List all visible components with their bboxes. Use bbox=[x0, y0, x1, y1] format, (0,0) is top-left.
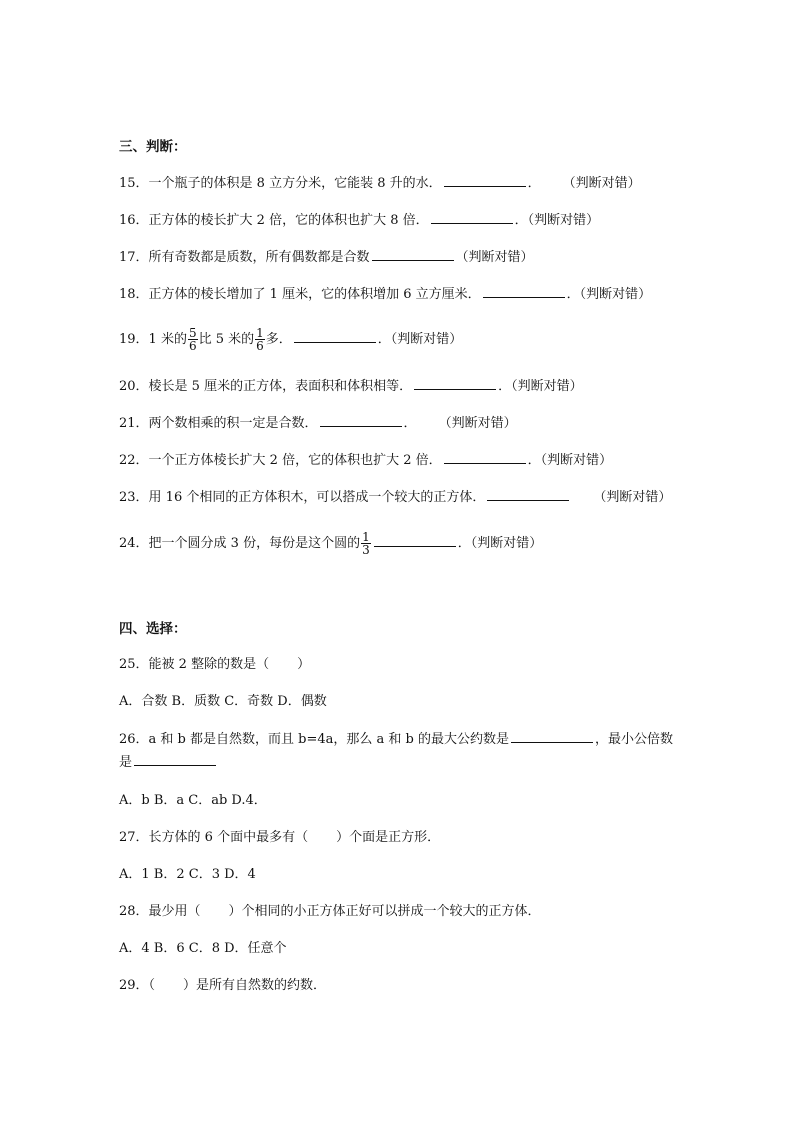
question-28-text: 28．最少用（ bbox=[119, 904, 201, 919]
fraction-numerator: 1 bbox=[362, 530, 370, 544]
question-29-rest: ）是所有自然数的约数． bbox=[183, 978, 327, 993]
question-24 bbox=[119, 530, 754, 558]
question-21-text: 21．两个数相乘的积一定是合数． bbox=[119, 416, 318, 431]
section-3-title: 三、判断： bbox=[119, 139, 187, 155]
question-25-options: A．合数 B．质数 C．奇数 D．偶数 bbox=[119, 694, 327, 709]
question-15-tail: （判断对错） bbox=[562, 176, 641, 191]
question-20-text: 20．棱长是 5 厘米的正方体，表面积和体积相等． bbox=[119, 379, 413, 394]
question-24-text: 24．把一个圆分成 3 份，每份是这个圆的 bbox=[119, 536, 361, 551]
fraction-denominator: 3 bbox=[362, 543, 370, 557]
fraction-1-3 bbox=[361, 531, 371, 556]
answer-blank[interactable] bbox=[444, 185, 526, 187]
question-19-text-b: 比 5 米的 bbox=[198, 332, 255, 347]
question-26 bbox=[119, 731, 754, 749]
question-21-tail: （判断对错） bbox=[438, 416, 517, 431]
question-17 bbox=[119, 249, 754, 267]
answer-blank[interactable] bbox=[372, 259, 454, 261]
question-25 bbox=[119, 656, 754, 674]
question-26-line-2 bbox=[119, 754, 754, 772]
answer-blank[interactable] bbox=[294, 341, 376, 343]
answer-blank[interactable] bbox=[431, 222, 513, 224]
question-27-text: 27．长方体的 6 个面中最多有（ bbox=[119, 830, 309, 845]
question-16 bbox=[119, 212, 754, 230]
answer-blank[interactable] bbox=[444, 462, 526, 464]
question-27 bbox=[119, 829, 754, 847]
question-20-tail: ．（判断对错） bbox=[498, 379, 583, 394]
fraction-denominator: 6 bbox=[256, 339, 264, 353]
question-29-text: 29．（ bbox=[119, 978, 156, 993]
question-18-text: 18．正方体的棱长增加了 1 厘米，它的体积增加 6 立方厘米． bbox=[119, 287, 481, 302]
question-28 bbox=[119, 903, 754, 921]
question-21-end: ． bbox=[403, 416, 417, 431]
question-15-end: ． bbox=[527, 176, 541, 191]
question-19 bbox=[119, 326, 754, 354]
answer-blank[interactable] bbox=[487, 499, 569, 501]
question-19-tail: ．（判断对错） bbox=[377, 332, 463, 347]
question-22 bbox=[119, 452, 754, 470]
question-18-tail: ．（判断对错） bbox=[566, 287, 652, 302]
question-17-text: 17．所有奇数都是质数，所有偶数都是合数 bbox=[119, 250, 370, 265]
question-21 bbox=[119, 415, 754, 433]
section-4-title: 四、选择： bbox=[119, 621, 187, 637]
question-17-tail: （判断对错） bbox=[455, 250, 534, 265]
question-20 bbox=[119, 378, 754, 396]
question-28-rest: ）个相同的小正方体正好可以拼成一个较大的正方体． bbox=[228, 904, 541, 919]
fraction-5-6 bbox=[188, 327, 198, 352]
fraction-numerator: 1 bbox=[256, 326, 264, 340]
question-29 bbox=[119, 977, 754, 995]
fraction-1-6 bbox=[255, 327, 265, 352]
answer-blank[interactable] bbox=[134, 764, 216, 766]
question-28-options: A．4 B．6 C．8 D．任意个 bbox=[119, 941, 287, 956]
fraction-numerator: 5 bbox=[188, 326, 197, 340]
question-15-text: 15．一个瓶子的体积是 8 立方分米，它能装 8 升的水． bbox=[119, 176, 442, 191]
question-19-text-c: 多． bbox=[265, 332, 292, 347]
answer-blank[interactable] bbox=[320, 425, 402, 427]
question-23-tail: （判断对错） bbox=[593, 490, 672, 505]
question-26-mid: ，最小公倍数 bbox=[594, 732, 673, 747]
question-26-text: 26．a 和 b 都是自然数，而且 b=4a，那么 a 和 b 的最大公约数是 bbox=[119, 732, 509, 747]
question-22-tail: ．（判断对错） bbox=[527, 453, 613, 468]
question-16-tail: ．（判断对错） bbox=[514, 213, 600, 228]
answer-blank[interactable] bbox=[374, 545, 456, 547]
answer-blank[interactable] bbox=[483, 296, 565, 298]
answer-blank[interactable] bbox=[414, 388, 496, 390]
question-23 bbox=[119, 489, 754, 507]
question-22-text: 22．一个正方体棱长扩大 2 倍，它的体积也扩大 2 倍． bbox=[119, 453, 442, 468]
question-19-text-a: 19．1 米的 bbox=[119, 332, 187, 347]
question-24-tail: ．（判断对错） bbox=[457, 536, 543, 551]
question-23-text: 23．用 16 个相同的正方体积木，可以搭成一个较大的正方体． bbox=[119, 490, 486, 505]
fraction-denominator: 6 bbox=[188, 339, 197, 353]
question-27-options: A．1 B．2 C．3 D．4 bbox=[119, 867, 256, 882]
question-27-rest: ）个面是正方形． bbox=[336, 830, 441, 845]
question-25-text: 25．能被 2 整除的数是（ bbox=[119, 657, 270, 672]
question-15 bbox=[119, 175, 754, 193]
question-26-options: A．b B．a C．ab D.4． bbox=[119, 793, 267, 808]
question-18 bbox=[119, 286, 754, 304]
question-26-line2-text: 是 bbox=[119, 755, 133, 770]
question-16-text: 16．正方体的棱长扩大 2 倍，它的体积也扩大 8 倍． bbox=[119, 213, 429, 228]
question-25-close: ） bbox=[297, 657, 311, 672]
answer-blank[interactable] bbox=[511, 741, 593, 743]
